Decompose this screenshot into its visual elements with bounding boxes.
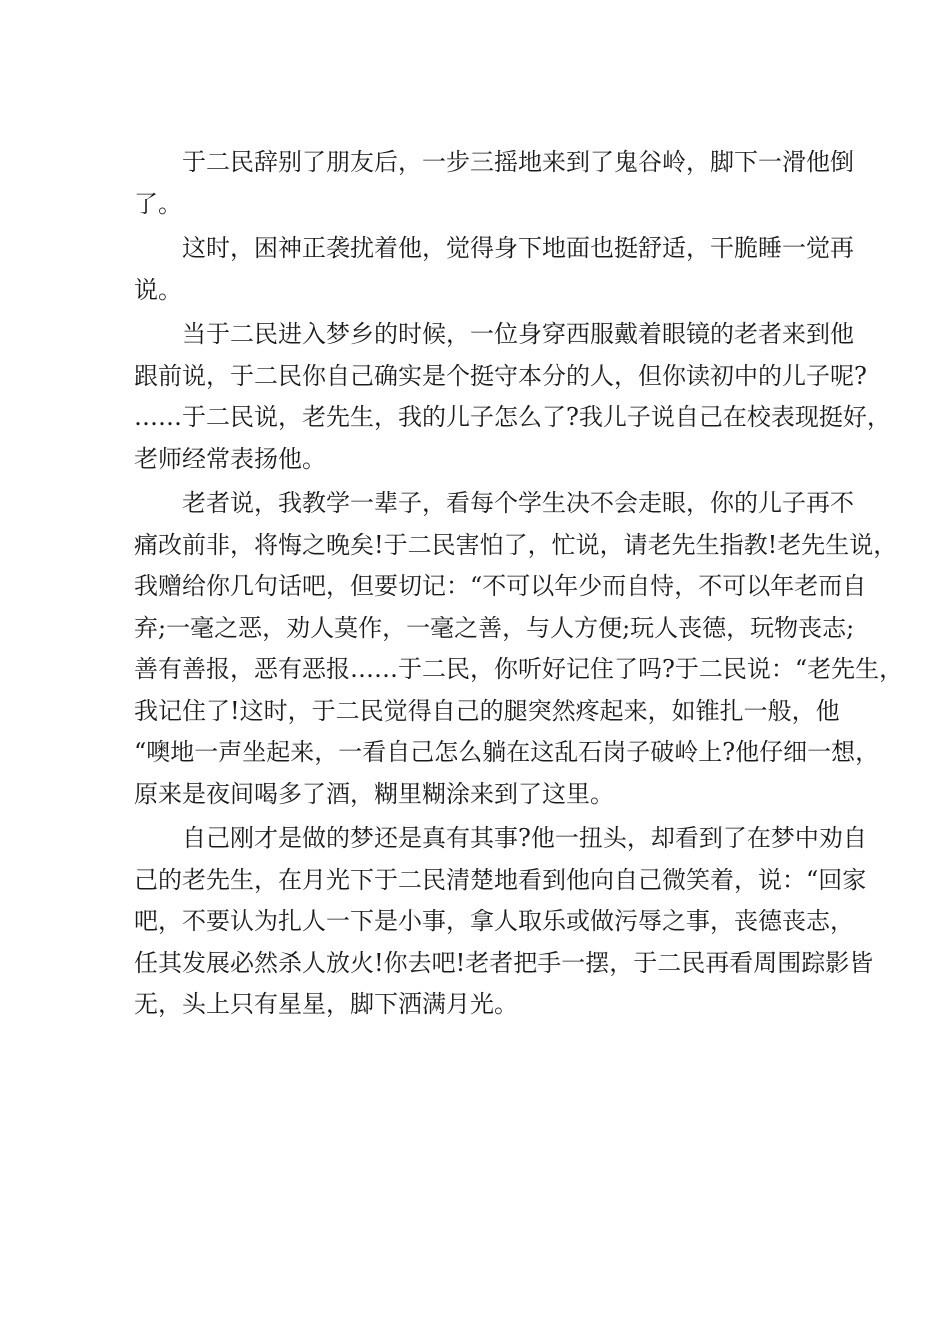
text-line: 了。 bbox=[134, 189, 182, 218]
text-line: 无，头上只有星星，脚下洒满月光。 bbox=[134, 990, 518, 1018]
text-line: 说。 bbox=[134, 275, 182, 304]
text-line: “噢地一声坐起来，一看自己怎么躺在这乱石岗子破岭上?他仔细一想， bbox=[134, 738, 880, 766]
paragraph-5 bbox=[134, 818, 874, 1026]
paragraph-2 bbox=[134, 228, 854, 311]
text-line: 善有善报，恶有恶报……于二民，你听好记住了吗?于二民说：“老先生， bbox=[134, 655, 904, 683]
text-line: 我记住了!这时，于二民觉得自己的腿突然疼起来，如锥扎一般，他 bbox=[134, 696, 840, 725]
text-line: 吧，不要认为扎人一下是小事，拿人取乐或做污辱之事，丧德丧志， bbox=[134, 907, 854, 935]
text-line: 弃;一毫之恶，劝人莫作，一毫之善，与人方便;玩人丧德，玩物丧志; bbox=[134, 613, 855, 642]
text-line: 跟前说，于二民你自己确实是个挺守本分的人，但你读初中的儿子呢? bbox=[134, 361, 867, 390]
text-line: 老者说，我教学一辈子，看每个学生决不会走眼，你的儿子再不 bbox=[182, 489, 854, 517]
text-line: 己的老先生，在月光下于二民清楚地看到他向自己微笑着，说：“回家 bbox=[134, 865, 867, 894]
text-line: 任其发展必然杀人放火!你去吧!老者把手一摆，于二民再看周围踪影皆 bbox=[134, 948, 874, 977]
text-line: 当于二民进入梦乡的时候，一位身穿西服戴着眼镜的老者来到他 bbox=[182, 320, 854, 348]
text-line: 我赠给你几句话吧，但要切记：“不可以年少而自恃，不可以年老而自 bbox=[134, 572, 867, 600]
paragraph-1 bbox=[134, 142, 854, 225]
text-line: 自己刚才是做的梦还是真有其事?他一扭头，却看到了在梦中劝自 bbox=[182, 824, 867, 852]
paragraph-3 bbox=[134, 314, 891, 480]
text-line: 原来是夜间喝多了酒，糊里糊涂来到了这里。 bbox=[134, 779, 614, 808]
text-line: 于二民辞别了朋友后，一步三摇地来到了鬼谷岭，脚下一滑他倒 bbox=[182, 148, 854, 176]
paragraph-4 bbox=[134, 483, 904, 815]
text-line: 痛改前非，将悔之晚矣!于二民害怕了，忙说，请老先生指教!老先生说， bbox=[134, 530, 898, 559]
text-line: 老师经常表扬他。 bbox=[134, 444, 326, 473]
document-body bbox=[134, 142, 904, 1029]
text-line: ……于二民说，老先生，我的儿子怎么了?我儿子说自己在校表现挺好， bbox=[134, 403, 891, 431]
text-line: 这时，困神正袭扰着他，觉得身下地面也挺舒适，干脆睡一觉再 bbox=[182, 234, 854, 262]
